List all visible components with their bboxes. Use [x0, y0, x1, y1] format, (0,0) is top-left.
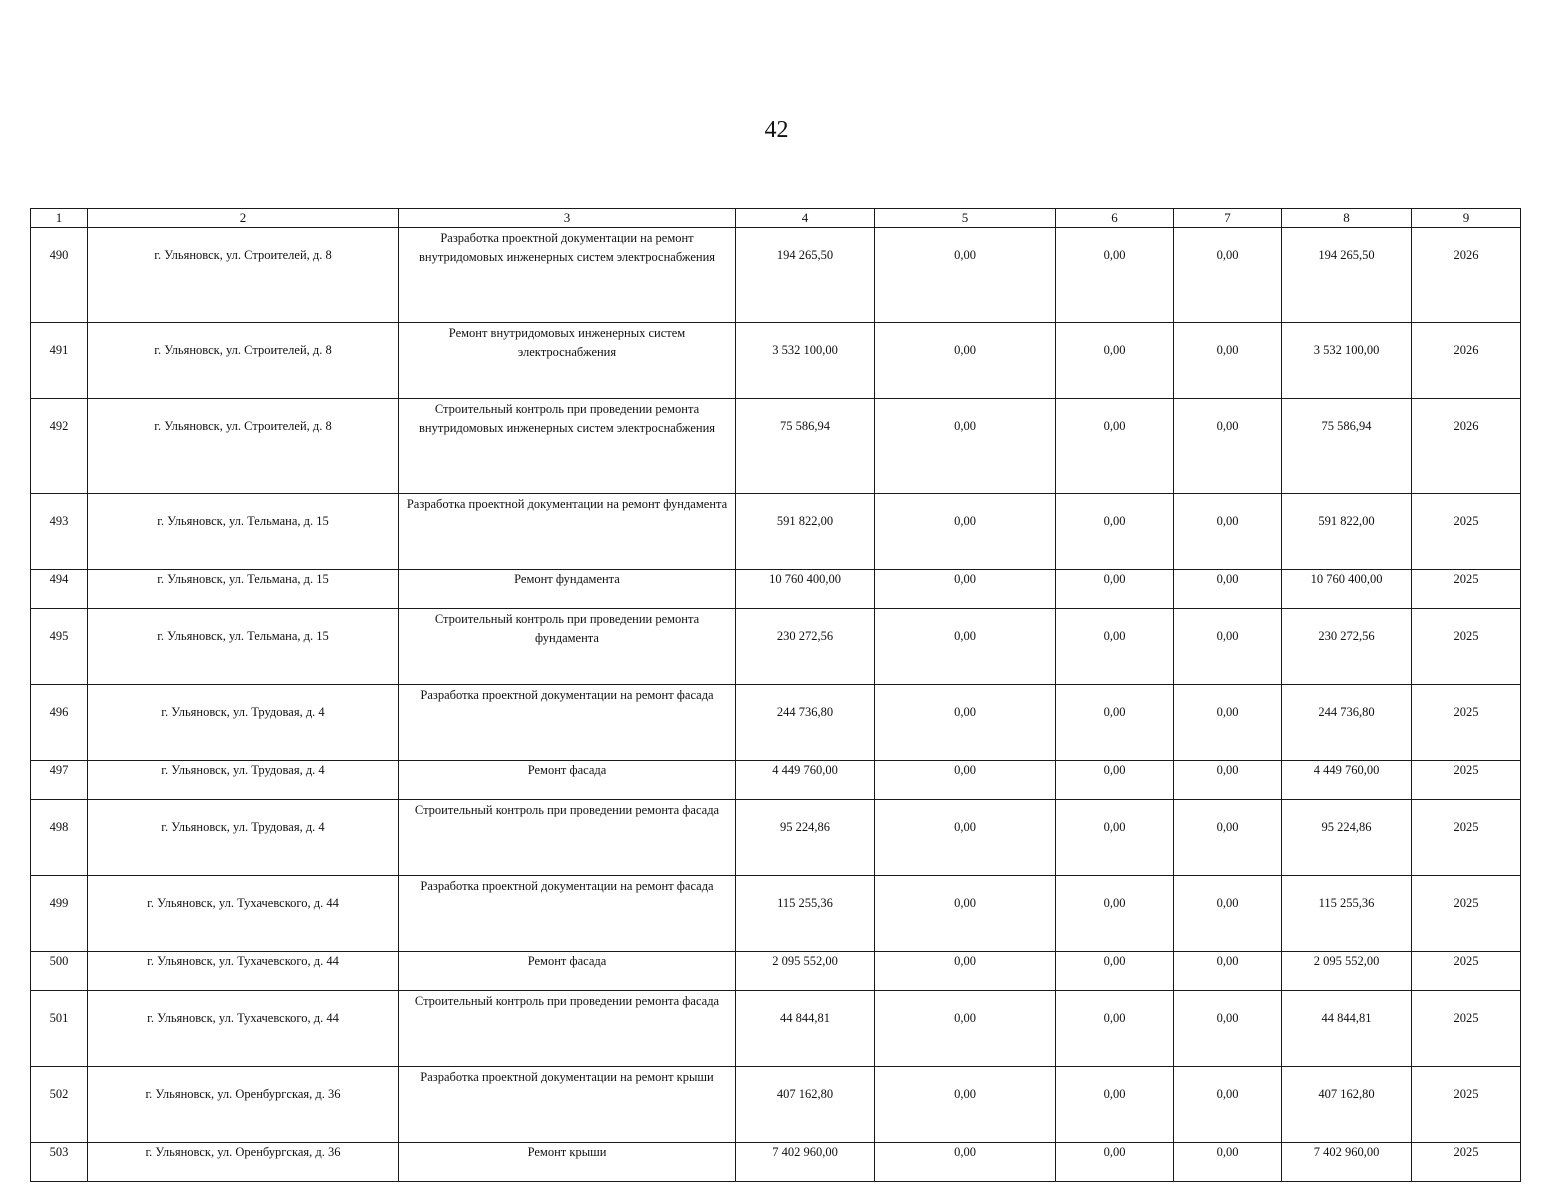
row-total-cost: 4 449 760,00 — [736, 761, 875, 800]
row-col-5: 0,00 — [875, 228, 1056, 323]
row-year: 2025 — [1412, 800, 1521, 876]
row-col-8: 95 224,86 — [1282, 800, 1412, 876]
row-total-cost: 3 532 100,00 — [736, 323, 875, 399]
row-number: 501 — [31, 991, 88, 1067]
row-col-6: 0,00 — [1056, 1067, 1174, 1143]
column-header: 6 — [1056, 209, 1174, 228]
table-row — [31, 494, 1521, 570]
row-work-type: Разработка проектной документации на ремонт фасада — [399, 685, 736, 761]
row-col-7: 0,00 — [1174, 494, 1282, 570]
row-year: 2026 — [1412, 399, 1521, 494]
row-number: 502 — [31, 1067, 88, 1143]
row-col-8: 3 532 100,00 — [1282, 323, 1412, 399]
row-col-7: 0,00 — [1174, 1143, 1282, 1182]
row-col-5: 0,00 — [875, 494, 1056, 570]
column-header: 3 — [399, 209, 736, 228]
row-col-7: 0,00 — [1174, 1067, 1282, 1143]
row-col-8: 44 844,81 — [1282, 991, 1412, 1067]
column-header: 1 — [31, 209, 88, 228]
row-col-8: 230 272,56 — [1282, 609, 1412, 685]
row-number: 493 — [31, 494, 88, 570]
row-address: г. Ульяновск, ул. Тельмана, д. 15 — [88, 609, 399, 685]
row-col-7: 0,00 — [1174, 570, 1282, 609]
row-total-cost: 44 844,81 — [736, 991, 875, 1067]
row-col-5: 0,00 — [875, 761, 1056, 800]
row-year: 2025 — [1412, 991, 1521, 1067]
row-address: г. Ульяновск, ул. Трудовая, д. 4 — [88, 761, 399, 800]
row-col-6: 0,00 — [1056, 876, 1174, 952]
row-address: г. Ульяновск, ул. Оренбургская, д. 36 — [88, 1067, 399, 1143]
row-address: г. Ульяновск, ул. Трудовая, д. 4 — [88, 685, 399, 761]
row-col-5: 0,00 — [875, 1143, 1056, 1182]
table-row — [31, 399, 1521, 494]
row-work-type: Ремонт фасада — [399, 952, 736, 991]
page-number: 42 — [764, 117, 789, 143]
row-col-6: 0,00 — [1056, 761, 1174, 800]
column-header: 4 — [736, 209, 875, 228]
row-total-cost: 230 272,56 — [736, 609, 875, 685]
row-work-type: Строительный контроль при проведении ремонта фундамента — [399, 609, 736, 685]
table-row — [31, 609, 1521, 685]
row-work-type: Строительный контроль при проведении ремонта внутридомовых инженерных систем электроснабжения — [399, 399, 736, 494]
row-work-type: Разработка проектной документации на ремонт внутридомовых инженерных систем электроснабжения — [399, 228, 736, 323]
table-row — [31, 685, 1521, 761]
row-col-5: 0,00 — [875, 876, 1056, 952]
row-address: г. Ульяновск, ул. Оренбургская, д. 36 — [88, 1143, 399, 1182]
row-col-5: 0,00 — [875, 685, 1056, 761]
row-total-cost: 10 760 400,00 — [736, 570, 875, 609]
row-col-6: 0,00 — [1056, 228, 1174, 323]
row-col-8: 115 255,36 — [1282, 876, 1412, 952]
row-year: 2025 — [1412, 761, 1521, 800]
row-year: 2025 — [1412, 1067, 1521, 1143]
row-col-6: 0,00 — [1056, 952, 1174, 991]
row-year: 2025 — [1412, 1143, 1521, 1182]
row-year: 2026 — [1412, 323, 1521, 399]
row-address: г. Ульяновск, ул. Строителей, д. 8 — [88, 228, 399, 323]
row-col-7: 0,00 — [1174, 323, 1282, 399]
table-row — [31, 952, 1521, 991]
row-col-8: 4 449 760,00 — [1282, 761, 1412, 800]
row-col-6: 0,00 — [1056, 1143, 1174, 1182]
row-col-7: 0,00 — [1174, 609, 1282, 685]
row-total-cost: 591 822,00 — [736, 494, 875, 570]
row-col-5: 0,00 — [875, 609, 1056, 685]
row-col-7: 0,00 — [1174, 991, 1282, 1067]
row-col-7: 0,00 — [1174, 685, 1282, 761]
row-work-type: Строительный контроль при проведении ремонта фасада — [399, 800, 736, 876]
row-work-type: Разработка проектной документации на ремонт фундамента — [399, 494, 736, 570]
row-col-6: 0,00 — [1056, 685, 1174, 761]
row-col-8: 75 586,94 — [1282, 399, 1412, 494]
row-total-cost: 115 255,36 — [736, 876, 875, 952]
table-row — [31, 228, 1521, 323]
table-row — [31, 1067, 1521, 1143]
works-table — [30, 208, 1521, 1182]
row-address: г. Ульяновск, ул. Строителей, д. 8 — [88, 399, 399, 494]
row-total-cost: 2 095 552,00 — [736, 952, 875, 991]
row-address: г. Ульяновск, ул. Тельмана, д. 15 — [88, 570, 399, 609]
table-row — [31, 761, 1521, 800]
row-col-5: 0,00 — [875, 800, 1056, 876]
row-total-cost: 75 586,94 — [736, 399, 875, 494]
row-number: 492 — [31, 399, 88, 494]
row-number: 500 — [31, 952, 88, 991]
row-year: 2025 — [1412, 876, 1521, 952]
row-col-7: 0,00 — [1174, 876, 1282, 952]
row-total-cost: 244 736,80 — [736, 685, 875, 761]
row-col-8: 2 095 552,00 — [1282, 952, 1412, 991]
row-col-5: 0,00 — [875, 952, 1056, 991]
row-number: 496 — [31, 685, 88, 761]
row-col-8: 407 162,80 — [1282, 1067, 1412, 1143]
row-col-8: 10 760 400,00 — [1282, 570, 1412, 609]
row-work-type: Разработка проектной документации на ремонт фасада — [399, 876, 736, 952]
row-col-7: 0,00 — [1174, 800, 1282, 876]
row-number: 490 — [31, 228, 88, 323]
row-year: 2026 — [1412, 228, 1521, 323]
row-col-7: 0,00 — [1174, 761, 1282, 800]
row-work-type: Разработка проектной документации на ремонт крыши — [399, 1067, 736, 1143]
row-work-type: Ремонт фундамента — [399, 570, 736, 609]
column-header: 7 — [1174, 209, 1282, 228]
row-total-cost: 407 162,80 — [736, 1067, 875, 1143]
row-work-type: Строительный контроль при проведении ремонта фасада — [399, 991, 736, 1067]
row-number: 495 — [31, 609, 88, 685]
row-address: г. Ульяновск, ул. Тельмана, д. 15 — [88, 494, 399, 570]
row-col-6: 0,00 — [1056, 323, 1174, 399]
table-row — [31, 570, 1521, 609]
row-col-6: 0,00 — [1056, 800, 1174, 876]
table-row — [31, 800, 1521, 876]
column-header: 2 — [88, 209, 399, 228]
row-col-5: 0,00 — [875, 323, 1056, 399]
row-year: 2025 — [1412, 609, 1521, 685]
column-header: 8 — [1282, 209, 1412, 228]
table-row — [31, 1143, 1521, 1182]
row-total-cost: 7 402 960,00 — [736, 1143, 875, 1182]
row-col-6: 0,00 — [1056, 609, 1174, 685]
row-col-5: 0,00 — [875, 1067, 1056, 1143]
row-year: 2025 — [1412, 952, 1521, 991]
column-header: 9 — [1412, 209, 1521, 228]
row-address: г. Ульяновск, ул. Тухачевского, д. 44 — [88, 876, 399, 952]
row-col-5: 0,00 — [875, 399, 1056, 494]
row-col-8: 194 265,50 — [1282, 228, 1412, 323]
row-total-cost: 194 265,50 — [736, 228, 875, 323]
row-address: г. Ульяновск, ул. Трудовая, д. 4 — [88, 800, 399, 876]
row-col-6: 0,00 — [1056, 494, 1174, 570]
row-col-6: 0,00 — [1056, 399, 1174, 494]
row-address: г. Ульяновск, ул. Тухачевского, д. 44 — [88, 952, 399, 991]
row-number: 503 — [31, 1143, 88, 1182]
row-address: г. Ульяновск, ул. Тухачевского, д. 44 — [88, 991, 399, 1067]
row-col-7: 0,00 — [1174, 228, 1282, 323]
table-row — [31, 991, 1521, 1067]
row-number: 498 — [31, 800, 88, 876]
row-number: 494 — [31, 570, 88, 609]
column-header: 5 — [875, 209, 1056, 228]
row-col-8: 7 402 960,00 — [1282, 1143, 1412, 1182]
column-number-row — [31, 209, 1521, 228]
row-address: г. Ульяновск, ул. Строителей, д. 8 — [88, 323, 399, 399]
row-col-6: 0,00 — [1056, 570, 1174, 609]
row-col-8: 244 736,80 — [1282, 685, 1412, 761]
row-col-8: 591 822,00 — [1282, 494, 1412, 570]
table-row — [31, 876, 1521, 952]
row-year: 2025 — [1412, 570, 1521, 609]
row-col-7: 0,00 — [1174, 399, 1282, 494]
row-number: 499 — [31, 876, 88, 952]
row-year: 2025 — [1412, 685, 1521, 761]
row-number: 491 — [31, 323, 88, 399]
row-work-type: Ремонт фасада — [399, 761, 736, 800]
row-number: 497 — [31, 761, 88, 800]
row-col-7: 0,00 — [1174, 952, 1282, 991]
row-work-type: Ремонт внутридомовых инженерных систем электроснабжения — [399, 323, 736, 399]
table-row — [31, 323, 1521, 399]
row-total-cost: 95 224,86 — [736, 800, 875, 876]
row-col-5: 0,00 — [875, 570, 1056, 609]
row-col-5: 0,00 — [875, 991, 1056, 1067]
row-year: 2025 — [1412, 494, 1521, 570]
row-col-6: 0,00 — [1056, 991, 1174, 1067]
row-work-type: Ремонт крыши — [399, 1143, 736, 1182]
